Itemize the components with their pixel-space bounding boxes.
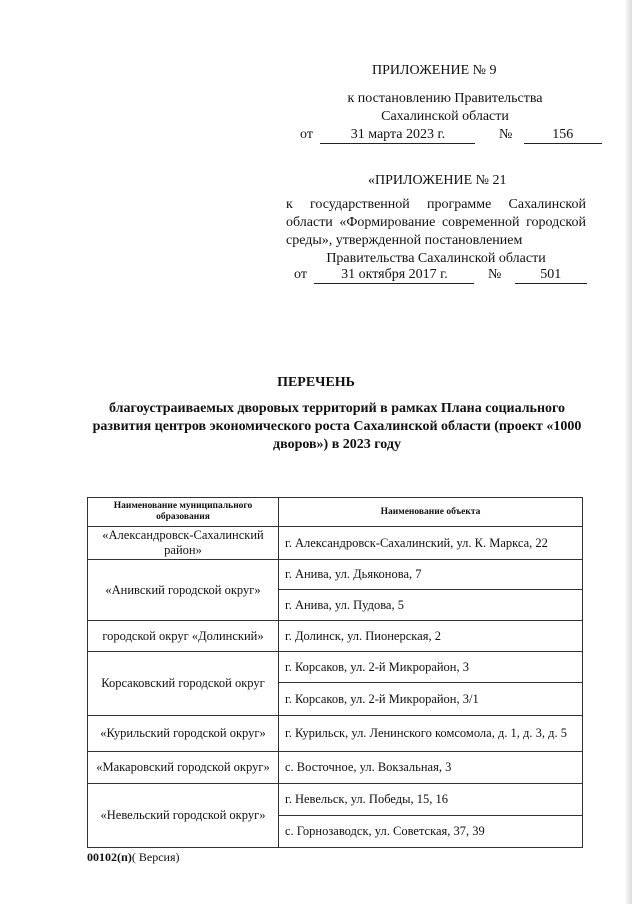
appendix-21-date: 31 октября 2017 г.	[314, 266, 474, 284]
municipality-cell: «Александровск-Сахалинский район»	[88, 527, 279, 560]
appendix-9-date: 31 марта 2023 г.	[320, 126, 475, 144]
from-label: от	[300, 127, 313, 142]
document-subtitle: благоустраиваемых дворовых территорий в рамках Плана социального развития центров экономического роста Сахалинской области (проект «1000 дворов») в 2023 году	[92, 401, 582, 452]
object-cell: с. Восточное, ул. Вокзальная, 3	[279, 752, 583, 784]
municipality-cell: Корсаковский городской округ	[88, 652, 279, 716]
table-row	[88, 716, 583, 752]
from-label: от	[294, 267, 307, 282]
document-code: 00102(п)	[87, 850, 132, 864]
appendix-9-date-row	[300, 126, 602, 144]
object-cell: г. Корсаков, ул. 2-й Микрорайон, 3/1	[279, 683, 583, 716]
municipality-cell: «Макаровский городской округ»	[88, 752, 279, 784]
object-cell: г. Александровск-Сахалинский, ул. К. Маркса, 22	[279, 527, 583, 560]
object-cell: г. Долинск, ул. Пионерская, 2	[279, 621, 583, 652]
object-cell: г. Анива, ул. Пудова, 5	[279, 590, 583, 621]
object-cell: г. Невельск, ул. Победы, 15, 16	[279, 784, 583, 816]
municipality-cell: «Курильский городской округ»	[88, 716, 279, 752]
appendix-9-line1: к постановлению Правительства	[347, 91, 543, 106]
object-cell: г. Корсаков, ул. 2-й Микрорайон, 3	[279, 652, 583, 683]
appendix-9-title: ПРИЛОЖЕНИЕ № 9	[372, 63, 497, 78]
appendix-9-line2: Сахалинской области	[381, 109, 509, 124]
municipality-cell: «Анивский городской округ»	[88, 560, 279, 621]
document-footer	[87, 850, 180, 865]
header-object: Наименование объекта	[279, 498, 583, 527]
appendix-21-date-row	[294, 266, 587, 284]
number-label: №	[487, 267, 502, 282]
table-row	[88, 652, 583, 683]
municipality-cell: «Невельский городской округ»	[88, 784, 279, 848]
page-edge-shadow	[626, 0, 632, 904]
municipality-cell: городской округ «Долинский»	[88, 621, 279, 652]
objects-table	[87, 497, 583, 848]
table-header-row	[88, 498, 583, 527]
number-label: №	[498, 127, 513, 142]
document-version: ( Версия)	[131, 850, 180, 864]
appendix-21-body: к государственной программе Сахалинской области «Формирование современной городской среды», утвержденной постановлением	[286, 197, 586, 248]
appendix-9-number: 156	[524, 126, 602, 144]
table-row	[88, 527, 583, 560]
object-cell: г. Анива, ул. Дьяконова, 7	[279, 560, 583, 590]
table-row	[88, 784, 583, 816]
header-municipality: Наименование муниципального образования	[88, 498, 279, 527]
table-row	[88, 752, 583, 784]
table-row	[88, 560, 583, 590]
appendix-21-number: 501	[515, 266, 587, 284]
appendix-21-title: «ПРИЛОЖЕНИЕ № 21	[368, 173, 507, 188]
document-title: ПЕРЕЧЕНЬ	[277, 375, 355, 390]
table-row	[88, 621, 583, 652]
appendix-21-text	[286, 196, 586, 268]
object-cell: с. Горнозаводск, ул. Советская, 37, 39	[279, 816, 583, 848]
appendix-21-body-last: Правительства Сахалинской области	[326, 251, 546, 266]
object-cell: г. Курильск, ул. Ленинского комсомола, д. 1, д. 3, д. 5	[279, 716, 583, 752]
